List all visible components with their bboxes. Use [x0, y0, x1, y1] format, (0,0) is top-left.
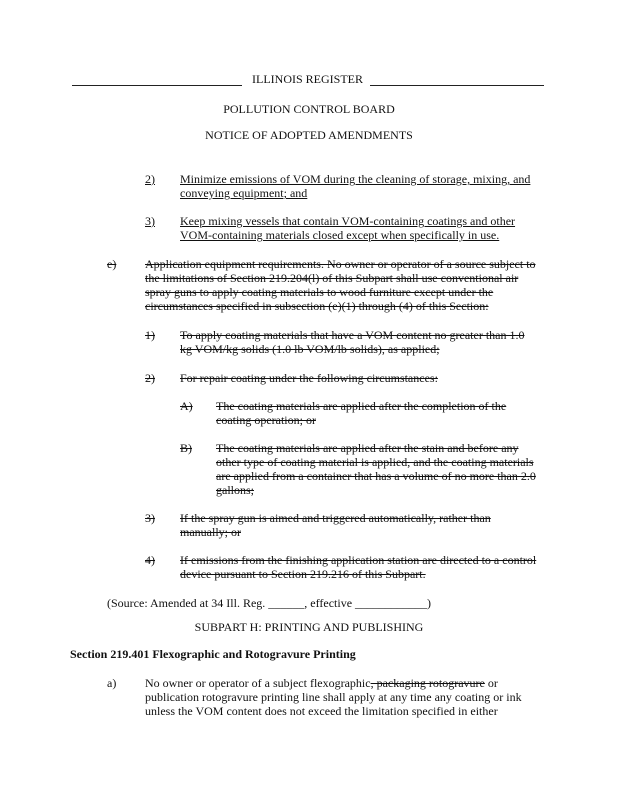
item-text-line: Keep mixing vessels that contain VOM-containing coatings and other — [180, 214, 516, 228]
item-number: 3) — [145, 214, 155, 228]
item-number: 1) — [145, 328, 155, 342]
item-text-line: conveying equipment; and — [180, 186, 308, 200]
subitem-number: A) — [180, 399, 193, 413]
item-number: 4) — [145, 553, 155, 567]
section-e-line: Application equipment requirements. No owner or operator of a source subject to — [145, 257, 536, 271]
subitem-text-line: The coating materials are applied after the stain and before any — [216, 441, 519, 455]
section-e-line: spray guns to apply coating materials to wood furniture except under the — [145, 285, 494, 299]
item-text-line: If emissions from the finishing application station are directed to a control — [180, 553, 537, 567]
subitem-text-line: are applied from a container that has a volume of no more than 2.0 — [216, 469, 536, 483]
section-e-line: circumstances specified in subsection (e)(1) through (4) of this Section: — [145, 299, 489, 313]
notice-title: NOTICE OF ADOPTED AMENDMENTS — [205, 128, 413, 142]
subitem-number: B) — [180, 441, 192, 455]
item-text-line: manually; or — [180, 525, 241, 539]
header-rule-right — [370, 85, 544, 86]
item-text-line: For repair coating under the following circumstances: — [180, 371, 438, 385]
header-rule-left — [72, 85, 242, 86]
item-text-line: kg VOM/kg solids (1.0 lb VOM/lb solids), as applied; — [180, 342, 440, 356]
section-e-line: the limitations of Section 219.204(l) of this Subpart shall use conventional air — [145, 271, 519, 285]
subitem-text-line: coating operation; or — [216, 413, 316, 427]
section-a-number: a) — [107, 676, 117, 690]
item-text-line: If the spray gun is aimed and triggered automatically, rather than — [180, 511, 491, 525]
subitem-text-line: gallons; — [216, 483, 254, 497]
item-text-line: To apply coating materials that have a VOM content no greater than 1.0 — [180, 328, 525, 342]
section-heading: Section 219.401 Flexographic and Rotogravure Printing — [70, 647, 356, 661]
item-number: 2) — [145, 172, 155, 186]
item-text-line: Minimize emissions of VOM during the cleaning of storage, mixing, and — [180, 172, 531, 186]
item-text-line: VOM-containing materials closed except when specifically in use. — [180, 228, 500, 242]
board-title: POLLUTION CONTROL BOARD — [223, 102, 395, 116]
register-title: ILLINOIS REGISTER — [252, 72, 363, 86]
section-e-number: e) — [107, 257, 117, 271]
subpart-heading: SUBPART H: PRINTING AND PUBLISHING — [194, 620, 424, 634]
section-a-line1-text: No owner or operator of a subject flexographic — [145, 676, 371, 690]
item-text-line: device pursuant to Section 219.216 of this Subpart. — [180, 567, 426, 581]
subitem-text-line: The coating materials are applied after the completion of the — [216, 399, 507, 413]
section-a-line: publication rotogravure printing line shall apply at any time any coating or ink — [145, 690, 522, 704]
item-number: 3) — [145, 511, 155, 525]
section-a-line — [145, 676, 498, 690]
item-number: 2) — [145, 371, 155, 385]
section-a-line1-deletion: , packaging rotogravure — [370, 676, 485, 690]
section-a-line: unless the VOM content does not exceed the limitation specified in either — [145, 704, 498, 718]
section-a-line1-end: or — [484, 676, 498, 690]
source-note: (Source: Amended at 34 Ill. Reg. ______, effective ____________) — [107, 596, 432, 610]
subitem-text-line: other type of coating material is applied, and the coating materials — [216, 455, 534, 469]
